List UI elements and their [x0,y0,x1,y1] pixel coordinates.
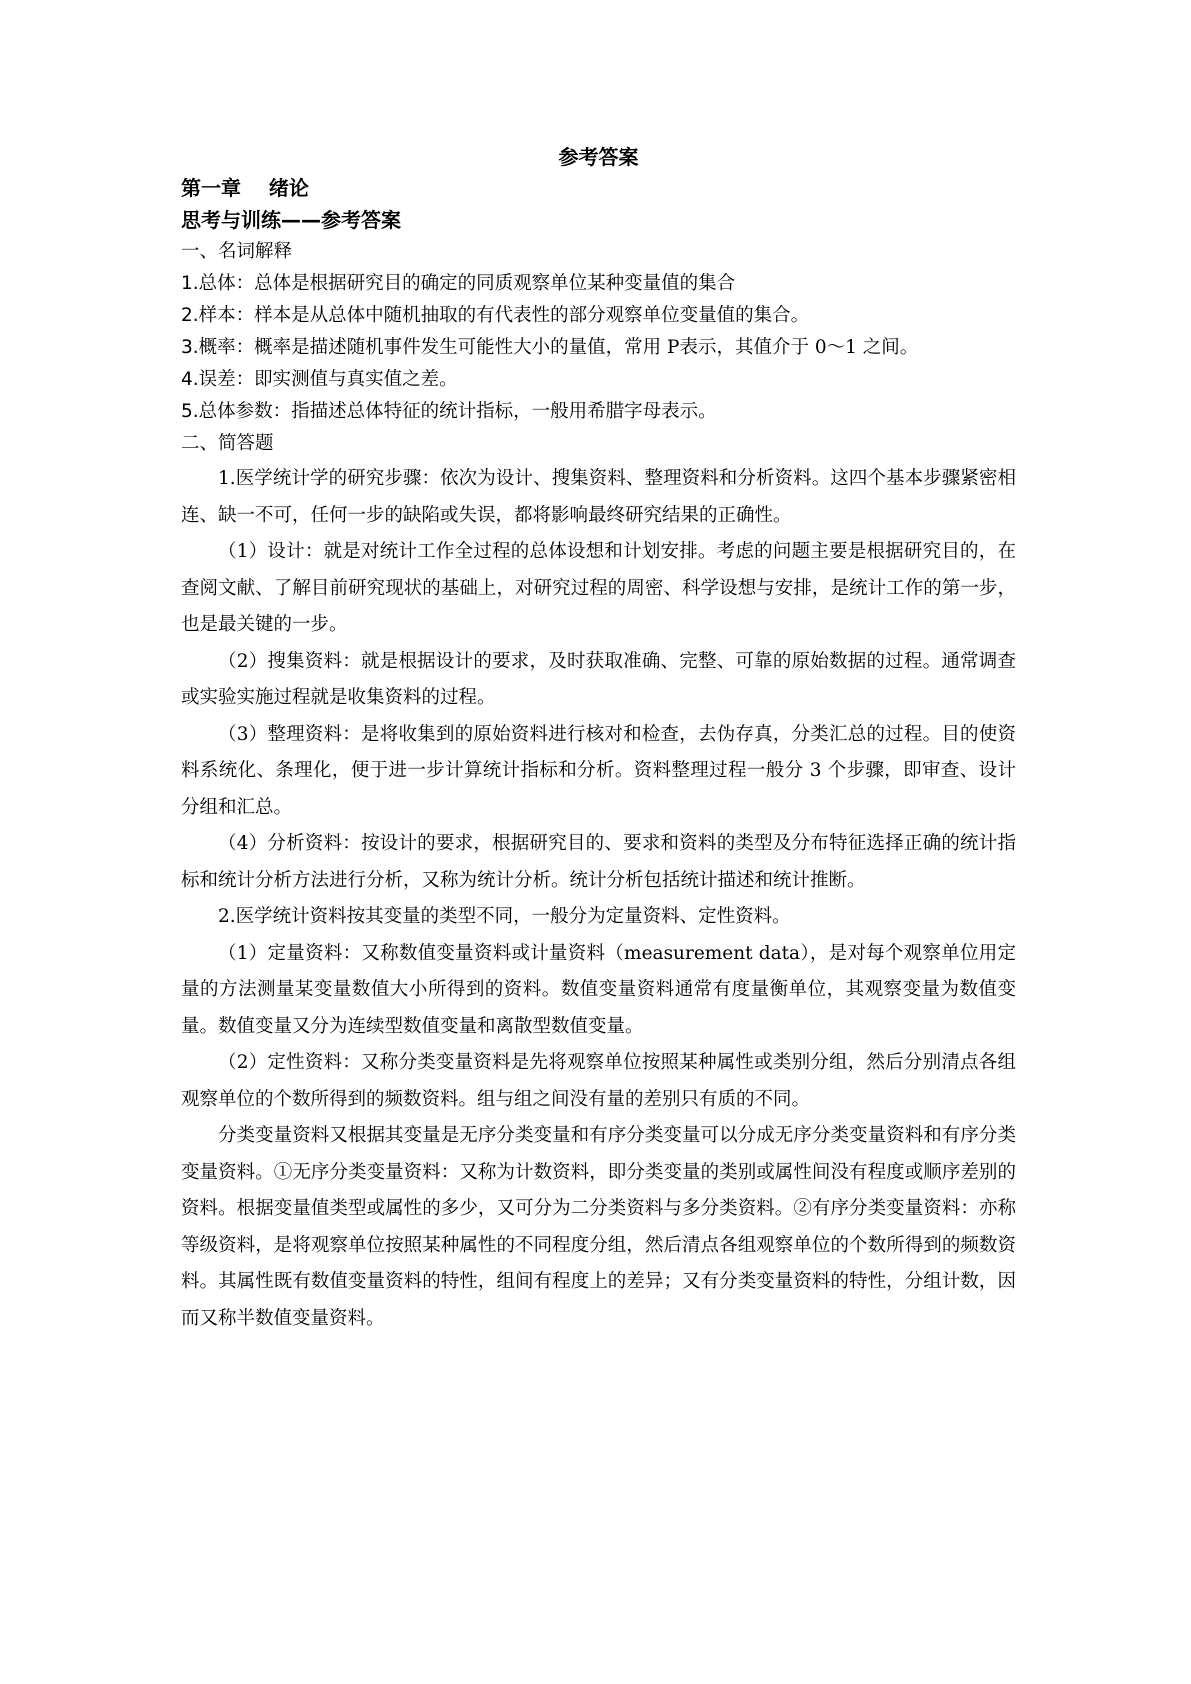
answer-paragraph: （3）整理资料：是将收集到的原始资料进行核对和检查，去伪存真，分类汇总的过程。目的使资料系统化、条理化，便于进一步计算统计指标和分析。资料整理过程一般分 3 个步骤，即审查、设计分组和汇总。 [181,723,1016,818]
answer-paragraph: （1）设计：就是对统计工作全过程的总体设想和计划安排。考虑的问题主要是根据研究目的，在查阅文献、了解目前研究现状的基础上，对研究过程的周密、科学设想与安排，是统计工作的第一步，也是最关键的一步。 [181,541,1016,635]
section-subtitle: 思考与训练——参考答案 [181,208,401,232]
document-page [181,142,1016,1337]
definition-item [181,332,1016,364]
answer-paragraph: 1.医学统计学的研究步骤：依次为设计、搜集资料、整理资料和分析资料。这四个基本步骤紧密相连、缺一不可，任何一步的缺陷或失误，都将影响最终研究结果的正确性。 [181,468,1016,526]
definition-text: 总体参数：指描述总体特征的统计指标，一般用希腊字母表示。 [198,401,717,422]
answer-paragraph: （2）定性资料：又称分类变量资料是先将观察单位按照某种属性或类别分组，然后分别清点各组观察单位的个数所得到的频数资料。组与组之间没有量的差别只有质的不同。 [181,1052,1016,1110]
definition-number: 3. [181,337,199,358]
answer-paragraph: 分类变量资料又根据其变量是无序分类变量和有序分类变量可以分成无序分类变量资料和有序分类变量资料。①无序分类变量资料：又称为计数资料，即分类变量的类别或属性间没有程度或顺序差别的资料。根据变量值类型或属性的多少，又可分为二分类资料与多分类资料。②有序分类变量资料：亦称等级资料，是将观察单位按照某种属性的不同程度分组，然后清点各组观察单位的个数所得到的频数资料。其属性既有数值变量资料的特性，组间有程度上的差异；又有分类变量资料的特性，分组计数，因而又称半数值变量资料。 [181,1125,1016,1329]
definition-item [181,268,1016,300]
definition-item [181,300,1016,332]
document-title: 参考答案 [558,145,639,169]
definition-number: 4. [181,369,199,390]
chapter-heading: 第一章 绪论 [181,176,309,200]
definition-number: 2. [181,305,199,326]
definition-text: 误差：即实测值与真实值之差。 [198,369,458,390]
definition-text: 总体：总体是根据研究目的确定的同质观察单位某种变量值的集合 [198,273,736,294]
answer-paragraph: 2.医学统计资料按其变量的类型不同，一般分为定量资料、定性资料。 [218,906,791,927]
section-heading-definitions: 一、名词解释 [181,241,293,262]
answer-paragraph: （1）定量资料：又称数值变量资料或计量资料（measurement data），是对每个观察单位用定量的方法测量某变量数值大小所得到的资料。数值变量资料通常有度量衡单位，其观察变量为数值变量。数值变量又分为连续型数值变量和离散型数值变量。 [181,942,1016,1037]
answer-paragraph: （2）搜集资料：就是根据设计的要求，及时获取准确、完整、可靠的原始数据的过程。通常调查或实验实施过程就是收集资料的过程。 [181,650,1016,708]
answer-paragraph: （4）分析资料：按设计的要求，根据研究目的、要求和资料的类型及分布特征选择正确的统计指标和统计分析方法进行分析，又称为统计分析。统计分析包括统计描述和统计推断。 [181,833,1016,891]
definition-number: 5. [181,401,199,422]
definition-text: 样本：样本是从总体中随机抽取的有代表性的部分观察单位变量值的集合。 [198,305,810,326]
definition-number: 1. [181,273,199,294]
definition-item [181,396,1016,428]
definition-text: 概率：概率是描述随机事件发生可能性大小的量值，常用 P表示，其值介于 0～1 之间。 [198,337,919,358]
definition-item [181,364,1016,396]
section-heading-short-answer: 二、简答题 [181,433,274,454]
